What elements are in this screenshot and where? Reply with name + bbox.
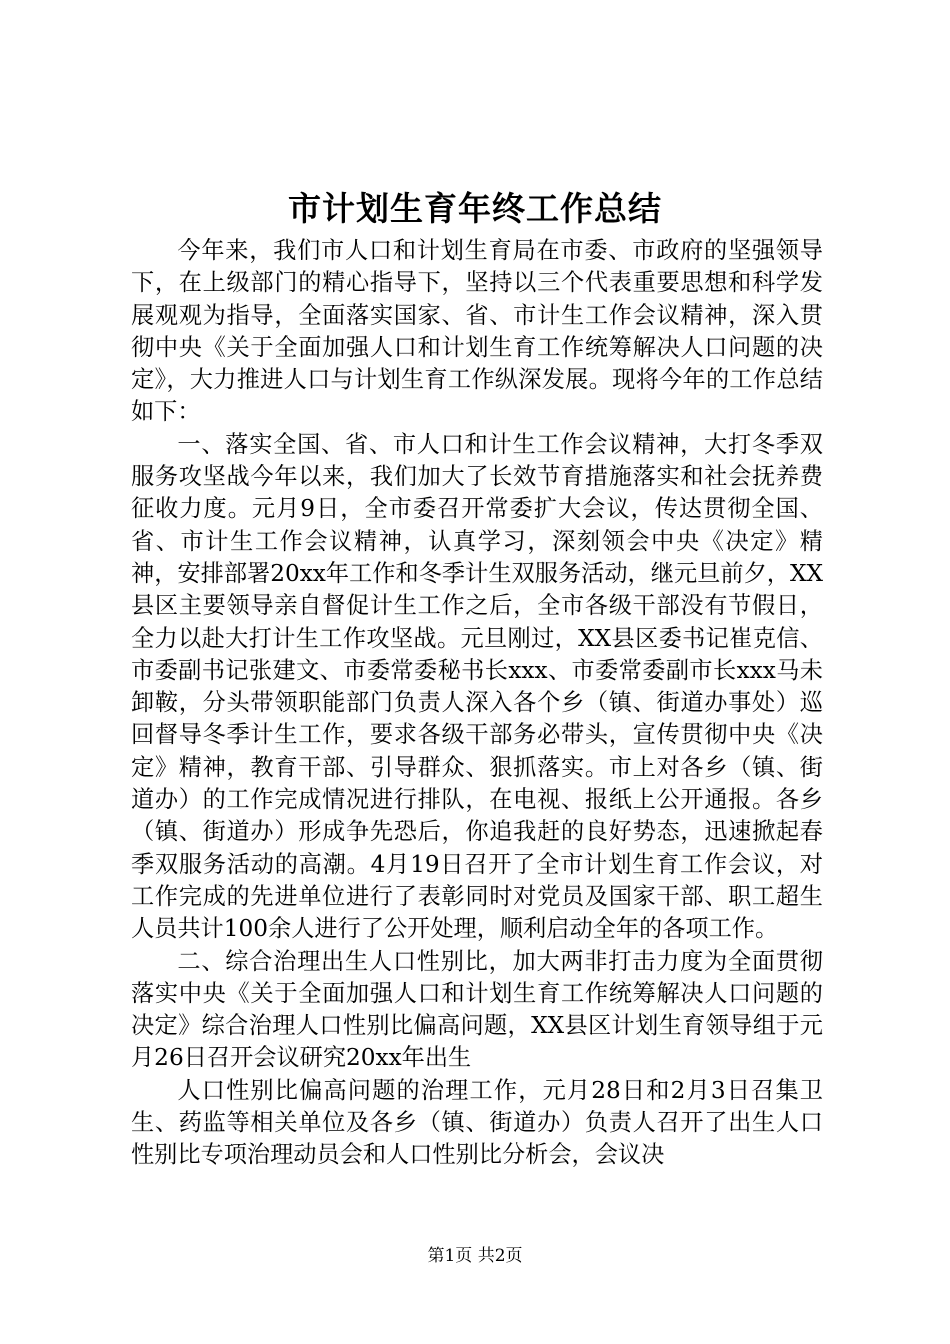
paragraph-section-one: 一、落实全国、省、市人口和计生工作会议精神，大打冬季双服务攻坚战今年以来，我们加大了长效节育措施落实和社会抚养费征收力度。元月9日，全市委召开常委扩大会议，传达贯彻全国、省、市计生工作会议精神，认真学习，深刻领会中央《决定》精神，安排部署20xx年工作和冬季计生双服务活动，继元旦前夕，XX县区主要领导亲自督促计生工作之后，全市各级干部没有节假日，全力以赴大打计生工作攻坚战。元旦刚过，XX县区委书记崔克信、市委副书记张建文、市委常委秘书长xxx、市委常委副市长xxx马未卸鞍，分头带领职能部门负责人深入各个乡（镇、街道办事处）巡回督导冬季计生工作，要求各级干部务必带头，宣传贯彻中央《决定》精神，教育干部、引导群众、狠抓落实。市上对各乡（镇、街道办）的工作完成情况进行排队，在电视、报纸上公开通报。各乡（镇、街道办）形成争先恐后，你追我赶的良好势态，迅速掀起春季双服务活动的高潮。4月19日召开了全市计划生育工作会议，对工作完成的先进单位进行了表彰同时对党员及国家干部、职工超生人员共计100余人进行了公开处理，顺利启动全年的各项工作。	[131, 430, 823, 943]
document-title: 市计划生育年终工作总结	[288, 189, 662, 228]
document-body	[131, 235, 823, 1172]
paragraph-intro: 今年来，我们市人口和计划生育局在市委、市政府的坚强领导下，在上级部门的精心指导下，坚持以三个代表重要思想和科学发展观观为指导，全面落实国家、省、市计生工作会议精神，深入贯彻中央《关于全面加强人口和计划生育工作统筹解决人口问题的决定》，大力推进人口与计划生育工作纵深发展。现将今年的工作总结如下：	[131, 237, 823, 426]
paragraph-section-two: 二、综合治理出生人口性别比，加大两非打击力度为全面贯彻落实中央《关于全面加强人口和计划生育工作统筹解决人口问题的决定》综合治理人口性别比偏高问题，XX县区计划生育领导组于元月26日召开会议研究20xx年出生	[131, 947, 823, 1072]
paragraph-continuation: 人口性别比偏高问题的治理工作，元月28日和2月3日召集卫生、药监等相关单位及各乡（镇、街道办）负责人召开了出生人口性别比专项治理动员会和人口性别比分析会，会议决	[131, 1076, 823, 1169]
page-number-footer: 第1页 共2页	[427, 1246, 523, 1266]
